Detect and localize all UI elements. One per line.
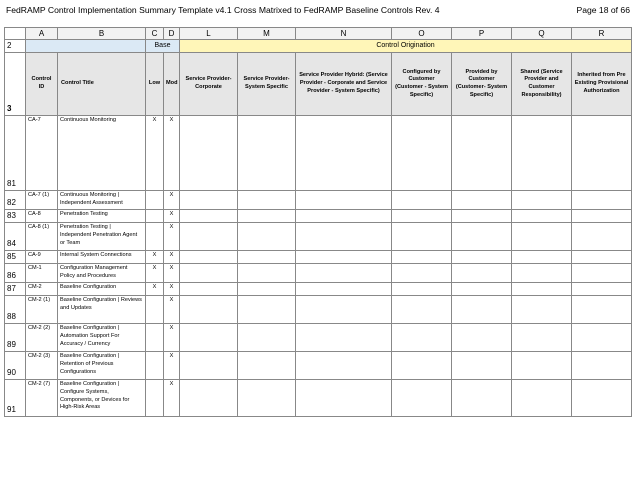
column-letter: P [452, 28, 512, 40]
column-letter: O [392, 28, 452, 40]
sp-hybrid-cell [296, 264, 392, 283]
row-number: 3 [5, 53, 26, 116]
configured-by-customer-cell [392, 191, 452, 210]
control-id-cell: CA-8 [26, 210, 58, 223]
control-origination-header: Control Origination [180, 40, 632, 53]
mod-cell: X [164, 223, 180, 251]
control-title-cell: Baseline Configuration | Automation Support For Accuracy / Currency [58, 324, 146, 352]
sp-hybrid-cell [296, 324, 392, 352]
table-row [5, 296, 632, 324]
sp-corporate-cell [180, 283, 238, 296]
control-title-cell: Baseline Configuration [58, 283, 146, 296]
low-cell: X [146, 251, 164, 264]
control-id-cell: CA-7 [26, 116, 58, 191]
sp-hybrid-cell [296, 210, 392, 223]
control-title-cell: Continuous Monitoring | Independent Assessment [58, 191, 146, 210]
sp-system-specific-cell [238, 251, 296, 264]
mod-cell: X [164, 380, 180, 417]
configured-by-customer-cell [392, 283, 452, 296]
configured-by-customer-cell [392, 264, 452, 283]
provided-by-customer-cell [452, 191, 512, 210]
table-row [5, 264, 632, 283]
shared-cell [512, 264, 572, 283]
control-title-cell: Baseline Configuration | Reviews and Updates [58, 296, 146, 324]
document-title: FedRAMP Control Implementation Summary Template v4.1 Cross Matrixed to FedRAMP Baseline Controls Rev. 4 [6, 5, 440, 15]
control-id-cell: CM-1 [26, 264, 58, 283]
shared-cell [512, 283, 572, 296]
sp-corporate-cell [180, 380, 238, 417]
column-letter: D [164, 28, 180, 40]
inherited-cell [572, 191, 632, 210]
control-title-cell: Configuration Management Policy and Procedures [58, 264, 146, 283]
configured-by-customer-cell [392, 210, 452, 223]
provided-by-customer-cell [452, 352, 512, 380]
page-number: Page 18 of 66 [576, 5, 630, 15]
inherited-cell [572, 296, 632, 324]
row-number: 84 [5, 223, 26, 251]
sp-system-specific-header: Service Provider-System Specific [238, 53, 296, 116]
sp-corporate-cell [180, 296, 238, 324]
provided-by-customer-cell [452, 283, 512, 296]
control-id-cell: CM-2 (3) [26, 352, 58, 380]
shared-cell [512, 352, 572, 380]
control-id-cell: CM-2 (1) [26, 296, 58, 324]
row-number: 83 [5, 210, 26, 223]
sp-corporate-cell [180, 191, 238, 210]
control-title-header: Control Title [58, 53, 146, 116]
low-cell [146, 352, 164, 380]
sp-hybrid-cell [296, 352, 392, 380]
sp-system-specific-cell [238, 223, 296, 251]
column-letter: Q [512, 28, 572, 40]
mod-cell: X [164, 210, 180, 223]
low-cell [146, 296, 164, 324]
row-number: 86 [5, 264, 26, 283]
row-number: 85 [5, 251, 26, 264]
shared-cell [512, 324, 572, 352]
mod-cell: X [164, 116, 180, 191]
sp-system-specific-cell [238, 296, 296, 324]
column-letter: R [572, 28, 632, 40]
control-id-cell: CA-9 [26, 251, 58, 264]
column-letter: L [180, 28, 238, 40]
low-cell: X [146, 283, 164, 296]
table-row [5, 251, 632, 264]
sp-system-specific-cell [238, 264, 296, 283]
row-number: 89 [5, 324, 26, 352]
provided-by-customer-cell [452, 210, 512, 223]
sp-system-specific-cell [238, 380, 296, 417]
sp-system-specific-cell [238, 210, 296, 223]
control-id-cell: CM-2 (7) [26, 380, 58, 417]
provided-by-customer-cell [452, 223, 512, 251]
control-id-cell: CA-8 (1) [26, 223, 58, 251]
column-letter: A [26, 28, 58, 40]
provided-by-customer-cell [452, 116, 512, 191]
row-number: 2 [5, 40, 26, 53]
shared-cell [512, 116, 572, 191]
sp-corporate-cell [180, 251, 238, 264]
inherited-cell [572, 116, 632, 191]
provided-by-customer-cell [452, 296, 512, 324]
sp-hybrid-cell [296, 116, 392, 191]
sp-hybrid-header: Service Provider Hybrid: (Service Provider - Corporate and Service Provider - System Specific) [296, 53, 392, 116]
mod-cell: X [164, 264, 180, 283]
sp-hybrid-cell [296, 251, 392, 264]
column-letter-row [5, 28, 632, 40]
sp-hybrid-cell [296, 223, 392, 251]
mod-header: Mod [164, 53, 180, 116]
sp-hybrid-cell [296, 191, 392, 210]
row-number: 90 [5, 352, 26, 380]
sp-system-specific-cell [238, 352, 296, 380]
low-cell [146, 223, 164, 251]
corner-cell [5, 28, 26, 40]
control-id-header: Control ID [26, 53, 58, 116]
shared-cell [512, 380, 572, 417]
sp-hybrid-cell [296, 283, 392, 296]
sp-corporate-cell [180, 116, 238, 191]
sp-system-specific-cell [238, 324, 296, 352]
inherited-cell [572, 210, 632, 223]
configured-by-customer-cell [392, 380, 452, 417]
control-id-cell: CM-2 (2) [26, 324, 58, 352]
configured-by-customer-cell [392, 116, 452, 191]
provided-by-customer-cell [452, 251, 512, 264]
configured-by-customer-cell [392, 296, 452, 324]
shared-cell [512, 296, 572, 324]
shared-header: Shared (Service Provider and Customer Responsibility) [512, 53, 572, 116]
inherited-cell [572, 283, 632, 296]
provided-by-customer-cell [452, 380, 512, 417]
control-title-cell: Penetration Testing [58, 210, 146, 223]
low-cell [146, 324, 164, 352]
group-header-row [5, 40, 632, 53]
blank-header-cell [26, 40, 146, 53]
mod-cell: X [164, 324, 180, 352]
low-header: Low [146, 53, 164, 116]
table-row [5, 324, 632, 352]
sp-corporate-cell [180, 210, 238, 223]
mod-cell: X [164, 296, 180, 324]
provided-by-customer-cell [452, 324, 512, 352]
control-title-cell: Continuous Monitoring [58, 116, 146, 191]
inherited-cell [572, 251, 632, 264]
sp-system-specific-cell [238, 283, 296, 296]
table-row [5, 223, 632, 251]
table-row [5, 116, 632, 191]
shared-cell [512, 210, 572, 223]
table-row [5, 380, 632, 417]
sp-corporate-cell [180, 352, 238, 380]
control-title-cell: Baseline Configuration | Retention of Previous Configurations [58, 352, 146, 380]
column-letter: B [58, 28, 146, 40]
low-cell [146, 191, 164, 210]
low-cell [146, 210, 164, 223]
configured-by-customer-cell [392, 352, 452, 380]
sp-corporate-header: Service Provider-Corporate [180, 53, 238, 116]
provided-by-customer-header: Provided by Customer (Customer- System Specific) [452, 53, 512, 116]
sp-system-specific-cell [238, 191, 296, 210]
configured-by-customer-cell [392, 324, 452, 352]
mod-cell: X [164, 283, 180, 296]
row-number: 81 [5, 116, 26, 191]
inherited-header: Inherited from Pre Existing Provisional Authorization [572, 53, 632, 116]
mod-cell: X [164, 191, 180, 210]
row-number: 91 [5, 380, 26, 417]
inherited-cell [572, 264, 632, 283]
configured-by-customer-cell [392, 223, 452, 251]
low-cell: X [146, 264, 164, 283]
inherited-cell [572, 324, 632, 352]
shared-cell [512, 251, 572, 264]
low-cell: X [146, 116, 164, 191]
low-cell [146, 380, 164, 417]
control-title-cell: Baseline Configuration | Configure Systems, Components, or Devices for High-Risk Areas [58, 380, 146, 417]
table-row [5, 210, 632, 223]
column-letter: C [146, 28, 164, 40]
inherited-cell [572, 380, 632, 417]
control-id-cell: CA-7 (1) [26, 191, 58, 210]
sp-corporate-cell [180, 223, 238, 251]
mod-cell: X [164, 352, 180, 380]
column-letter: M [238, 28, 296, 40]
shared-cell [512, 191, 572, 210]
control-title-cell: Internal System Connections [58, 251, 146, 264]
shared-cell [512, 223, 572, 251]
configured-by-customer-header: Configured by Customer (Customer - System Specific) [392, 53, 452, 116]
base-group-header: Base [146, 40, 180, 53]
sp-system-specific-cell [238, 116, 296, 191]
sp-hybrid-cell [296, 296, 392, 324]
sp-hybrid-cell [296, 380, 392, 417]
mod-cell: X [164, 251, 180, 264]
row-number: 88 [5, 296, 26, 324]
column-letter: N [296, 28, 392, 40]
control-id-cell: CM-2 [26, 283, 58, 296]
control-title-cell: Penetration Testing | Independent Penetration Agent or Team [58, 223, 146, 251]
table-row [5, 191, 632, 210]
row-number: 82 [5, 191, 26, 210]
inherited-cell [572, 223, 632, 251]
provided-by-customer-cell [452, 264, 512, 283]
column-header-row [5, 53, 632, 116]
table-row [5, 283, 632, 296]
configured-by-customer-cell [392, 251, 452, 264]
row-number: 87 [5, 283, 26, 296]
control-summary-table [4, 27, 632, 417]
sp-corporate-cell [180, 324, 238, 352]
sp-corporate-cell [180, 264, 238, 283]
table-row [5, 352, 632, 380]
inherited-cell [572, 352, 632, 380]
